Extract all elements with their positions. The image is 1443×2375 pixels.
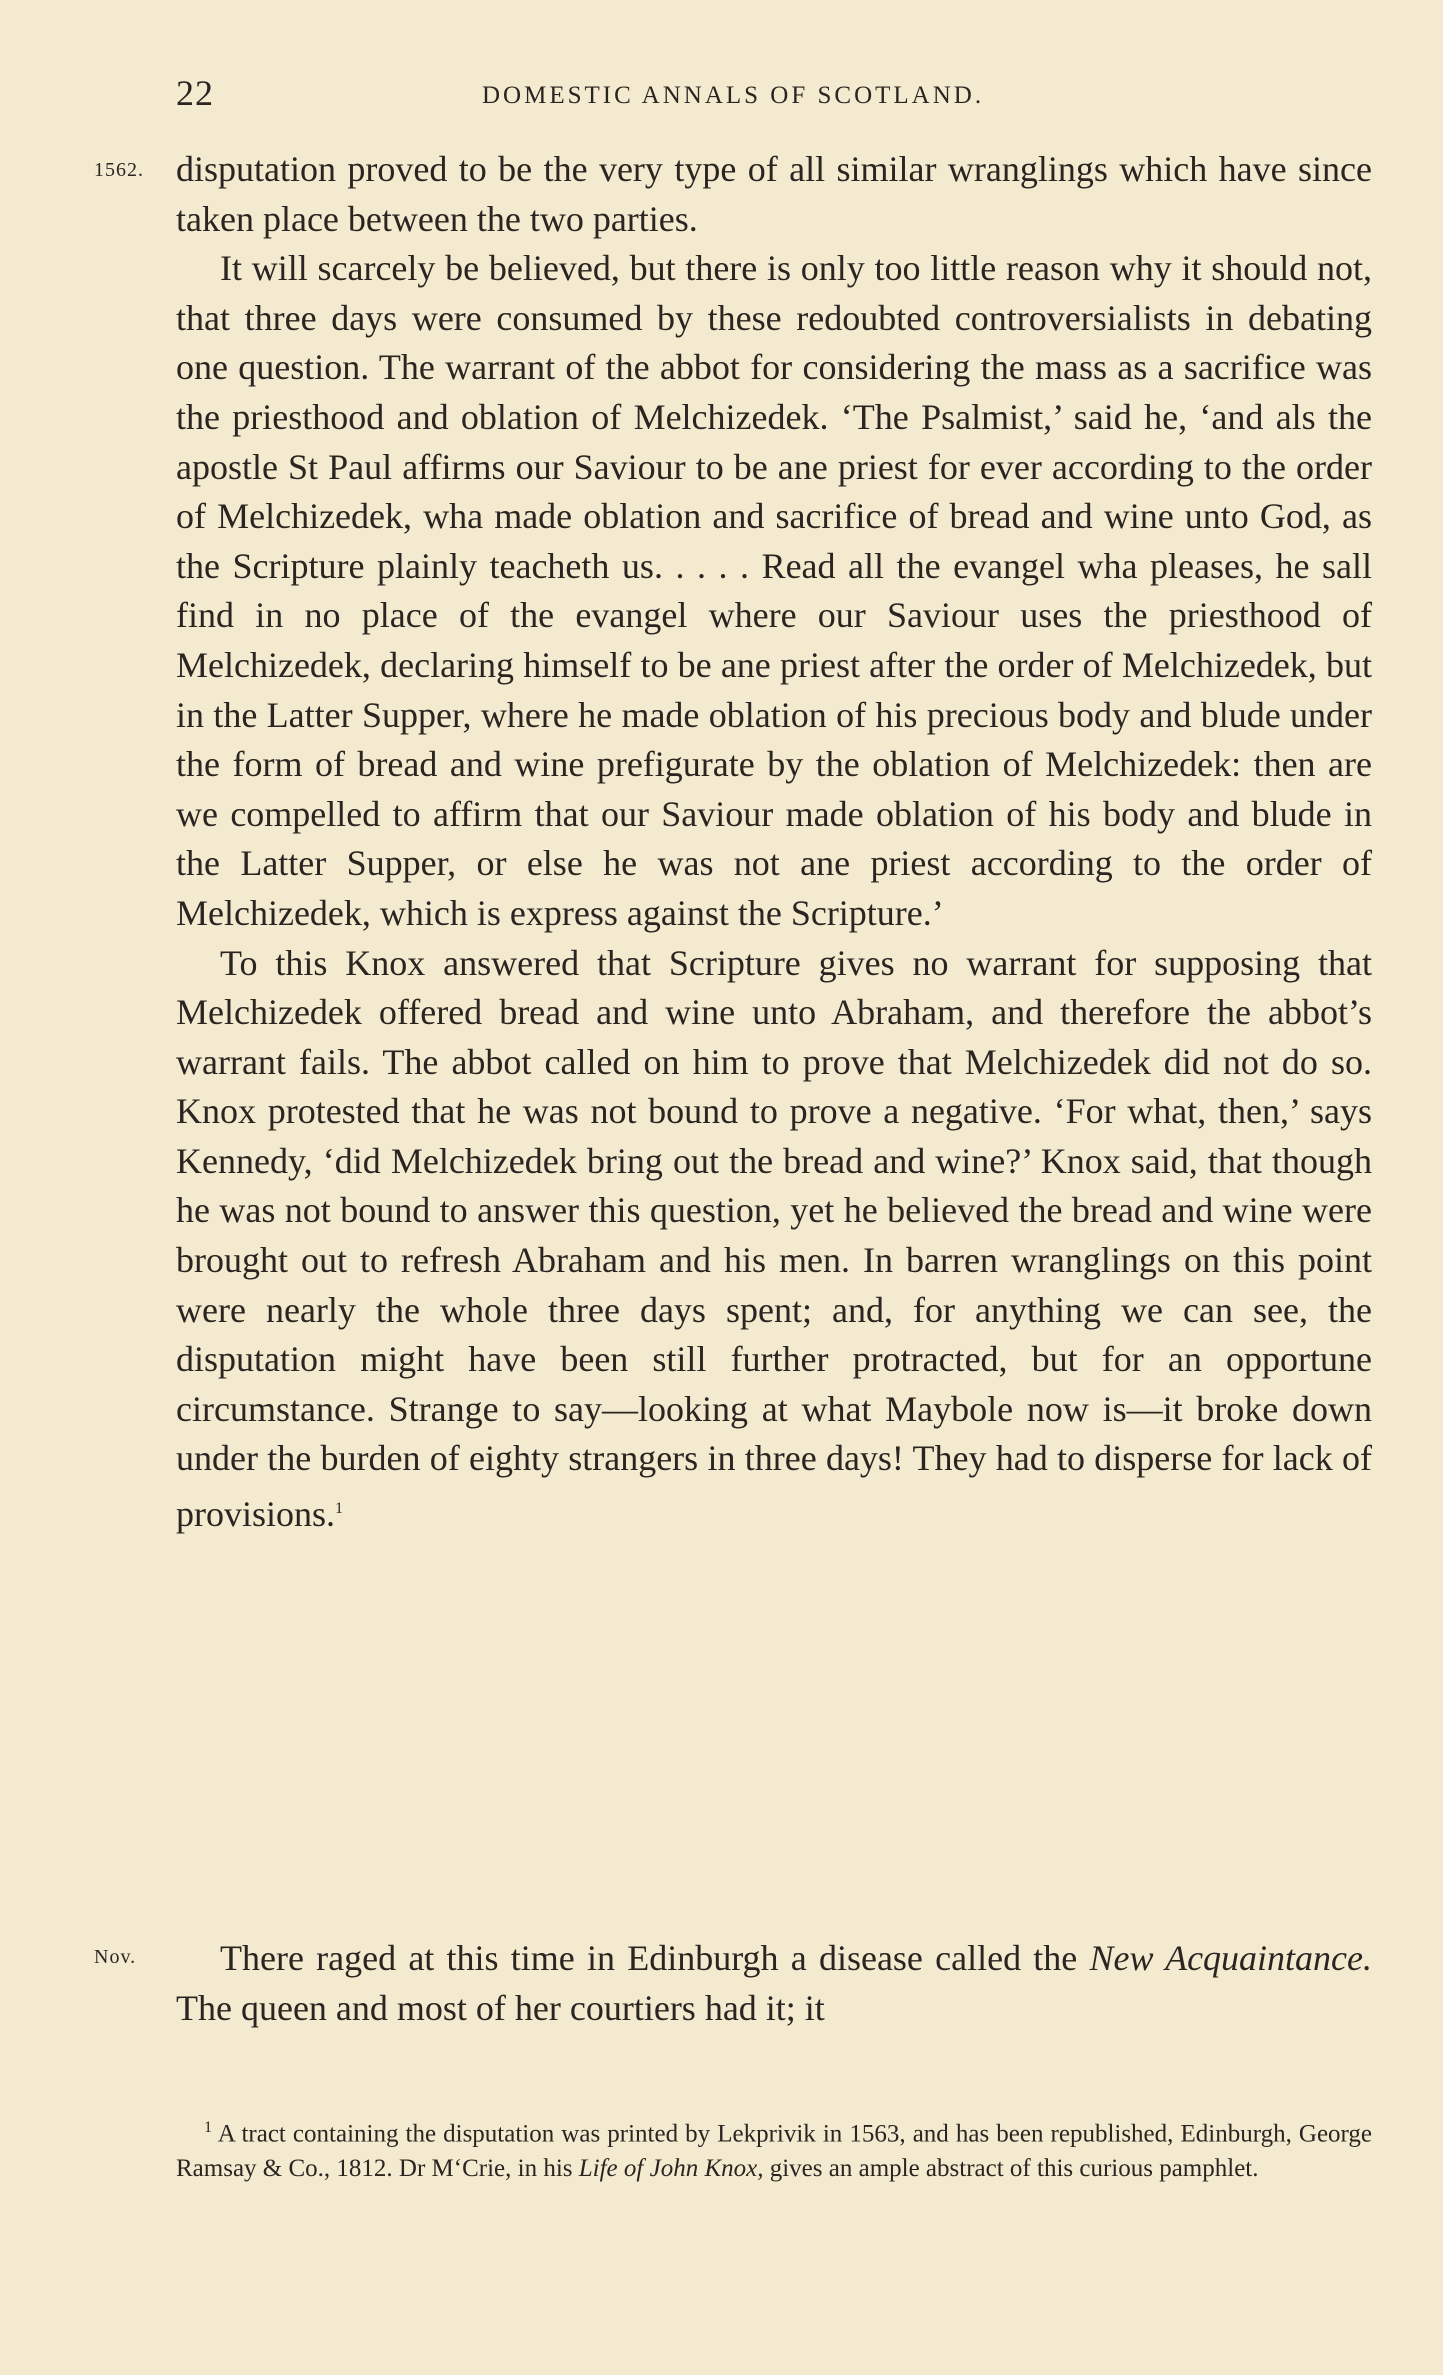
margin-month: Nov. (94, 1946, 137, 1968)
disease-name: New Acquaintance. (1089, 1938, 1373, 1978)
footnote (176, 2110, 1372, 2186)
nov-tail-text: The queen and most of her courtiers had it; it (176, 1988, 825, 2028)
main-text (176, 145, 1372, 1540)
paragraph-continuation: disputation proved to be the very type of all similar wranglings which have since taken place between the two parties. (176, 149, 1372, 239)
paragraph-new-acquaintance (176, 1933, 1372, 2033)
nov-section (176, 1933, 1372, 2033)
footnote-book-title: Life of John Knox, (578, 2155, 764, 2183)
footnote-text (176, 2110, 1372, 2186)
page-number: 22 (176, 73, 214, 113)
footnote-part-2: gives an ample abstract of this curious pamphlet. (763, 2155, 1259, 2183)
paragraph-knox-answer (176, 939, 1372, 1540)
footnote-reference: 1 (335, 1500, 344, 1518)
paragraph-abbot-argument: It will scarcely be believed, but there is only too little reason why it should not, that three days were consumed by these redoubted controversialists in debating one question. The warrant of the abbot for considering the mass as a sacrifice was the priesthood and oblation of Melchizedek. ‘The Psalmist,’ said he, ‘and als the apostle St Paul affirms our Saviour to be ane priest for ever according to the order of Melchizedek, wha made oblation and sacrifice of bread and wine unto God, as the Scripture plainly teacheth us. . . . . Read all the evangel wha pleases, he sall find in no place of the evangel where our Saviour uses the priesthood of Melchizedek, declaring himself to be ane priest after the order of Melchizedek, but in the Latter Supper, where he made oblation of his precious body and blude under the form of bread and wine prefigurate by the oblation of Melchizedek: then are we compelled to affirm that our Saviour made oblation of his body and blude in the Latter Supper, or else he was not ane priest according to the order of Melchizedek, which is express against the Scripture.’ (176, 248, 1372, 933)
page-header (176, 72, 1376, 120)
paragraph-knox-answer-text: To this Knox answered that Scripture gives no warrant for supposing that Melchizedek offered bread and wine unto Abraham, and therefore the abbot’s warrant fails. The abbot called on him to prove that Melchizedek did not do so. Knox protested that he was not bound to prove a negative. ‘For what, then,’ says Kennedy, ‘did Melchizedek bring out the bread and wine?’ Knox said, that though he was not bound to answer this question, yet he believed the bread and wine were brought out to refresh Abraham and his men. In barren wranglings on this point were nearly the whole three days spent; and, for anything we can see, the disputation might have been still further protracted, but for an opportune circumstance. Strange to say—looking at what Maybole now is—it broke down under the burden of eighty strangers in three days! They had to disperse for lack of provisions. (176, 942, 1372, 1535)
footnote-part-1: A tract containing the disputation was printed by Lekprivik in 1563, and has been republished, Edinburgh, George Ramsay & Co., 1812. Dr M‘Crie, in his (176, 2120, 1373, 2183)
running-title: DOMESTIC ANNALS OF SCOTLAND. (482, 82, 985, 109)
margin-year: 1562. (94, 159, 144, 181)
nov-lead-text: There raged at this time in Edinburgh a disease called the (220, 1938, 1090, 1978)
footnote-marker: 1 (204, 2119, 212, 2136)
